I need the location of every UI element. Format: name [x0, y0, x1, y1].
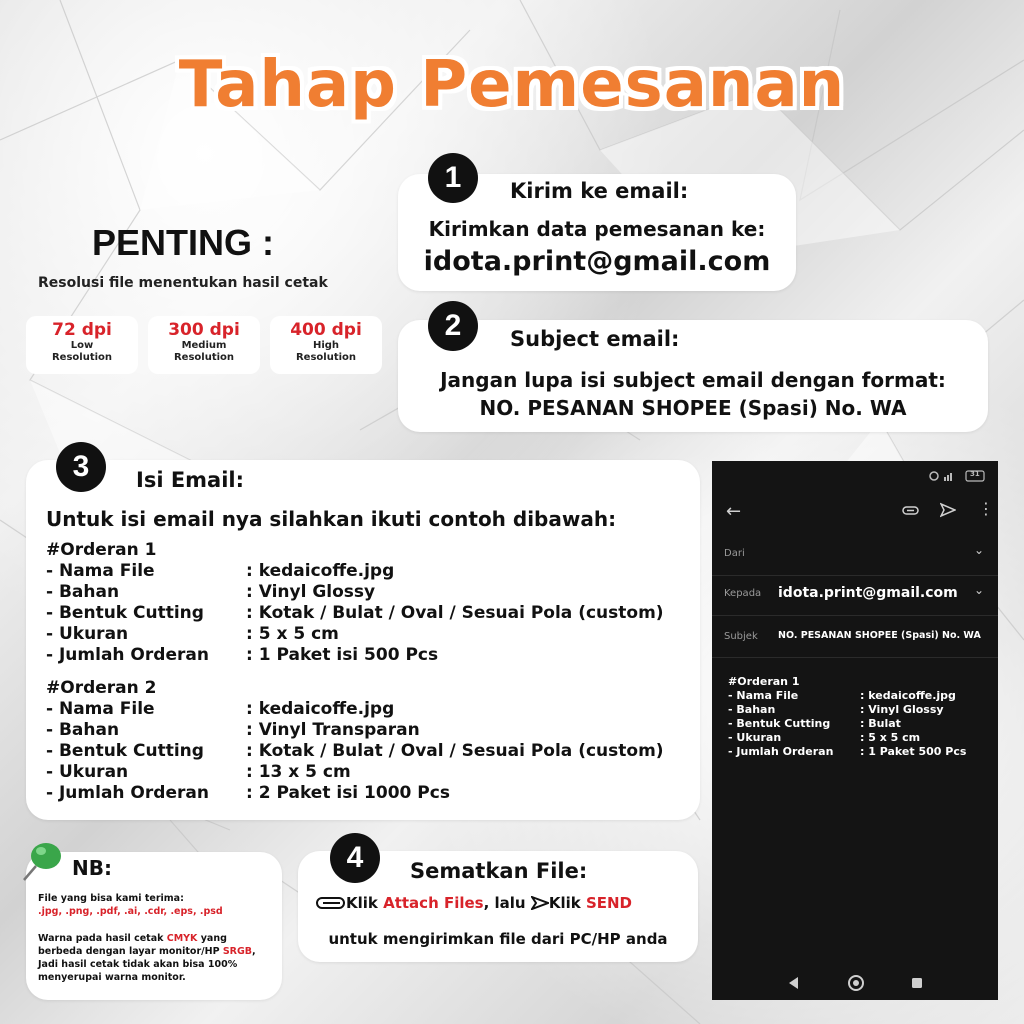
subject-label: Subjek — [724, 631, 758, 642]
divider — [712, 575, 998, 576]
divider — [712, 615, 998, 616]
send-icon — [531, 896, 549, 910]
attach-files-text: Attach Files — [383, 894, 484, 912]
attach-icon[interactable] — [902, 505, 920, 517]
step3-intro: Untuk isi email nya silahkan ikuti contoh dibawah: — [46, 507, 617, 531]
step3-number-badge: 3 — [56, 442, 106, 492]
chevron-down-icon[interactable]: ⌄ — [974, 583, 985, 597]
order-label: #Orderan 2 — [46, 678, 157, 698]
dpi-line2: Resolution — [173, 352, 235, 363]
order-row: - Ukuran : 5 x 5 cm — [46, 624, 339, 644]
dpi-line2: Resolution — [295, 352, 357, 363]
chevron-down-icon[interactable]: ⌄ — [974, 543, 985, 557]
dpi-card-medium — [148, 316, 260, 374]
nav-back-icon — [789, 977, 798, 989]
nb-color-line3: Jadi hasil cetak tidak akan bisa 100% — [38, 959, 238, 970]
order-row: - Jumlah Orderan : 2 Paket isi 1000 Pcs — [46, 783, 450, 803]
to-label: Kepada — [724, 588, 762, 599]
attach-icon — [316, 896, 346, 910]
step1-email: idota.print@gmail.com — [423, 246, 771, 277]
order-row: - Jumlah Orderan : 1 Paket isi 500 Pcs — [46, 645, 439, 665]
nb-color-line1: Warna pada hasil cetak CMYK yang — [38, 933, 227, 944]
dpi-line1: Medium — [181, 340, 227, 351]
phone-email-mockup — [712, 461, 998, 1000]
battery-level: 31 — [970, 470, 980, 478]
step4-number-badge: 4 — [330, 833, 380, 883]
nb-files-list: .jpg, .png, .pdf, .ai, .cdr, .eps, .psd — [38, 906, 223, 917]
order-row: - Bentuk Cutting : Kotak / Bulat / Oval / Sesuai Pola (custom) — [46, 741, 664, 761]
step1-heading: Kirim ke email: — [510, 179, 689, 203]
dpi-value: 400 dpi — [290, 320, 362, 340]
step4-line2: untuk mengirimkan file dari PC/HP anda — [328, 930, 668, 948]
dpi-line1: Low — [70, 340, 94, 351]
step1-number-badge: 1 — [428, 153, 478, 203]
nb-color-line2: berbeda dengan layar monitor/HP SRGB, — [38, 946, 256, 957]
dpi-value: 300 dpi — [168, 320, 240, 340]
email-body-row: - Bahan : Vinyl Glossy — [728, 703, 944, 716]
dpi-line2: Resolution — [51, 352, 113, 363]
email-body-row: - Jumlah Orderan : 1 Paket 500 Pcs — [728, 745, 967, 758]
step2-number-badge: 2 — [428, 301, 478, 351]
dpi-card-high — [270, 316, 382, 374]
nav-recents-icon — [912, 978, 922, 988]
email-body-label[interactable]: #Orderan 1 — [728, 675, 800, 688]
order-row: - Bahan : Vinyl Glossy — [46, 582, 376, 602]
dpi-card-low — [26, 316, 138, 374]
subject-field[interactable]: NO. PESANAN SHOPEE (Spasi) No. WA — [778, 630, 981, 641]
order-row: - Nama File : kedaicoffe.jpg — [46, 561, 395, 581]
send-icon[interactable] — [940, 502, 956, 518]
order-row: - Ukuran : 13 x 5 cm — [46, 762, 351, 782]
green-pushpin-icon — [16, 838, 64, 884]
email-body-row: - Nama File : kedaicoffe.jpg — [728, 689, 956, 702]
email-body-row: - Bentuk Cutting : Bulat — [728, 717, 901, 730]
order-row: - Nama File : kedaicoffe.jpg — [46, 699, 395, 719]
from-label: Dari — [724, 548, 745, 559]
step3-heading: Isi Email: — [136, 468, 245, 492]
step1-line1: Kirimkan data pemesanan ke: — [428, 217, 766, 241]
step2-line2: NO. PESANAN SHOPEE (Spasi) No. WA — [479, 396, 907, 420]
send-text: SEND — [585, 894, 633, 912]
back-arrow-icon[interactable]: ← — [726, 501, 742, 522]
order-row: - Bentuk Cutting : Kotak / Bulat / Oval / Sesuai Pola (custom) — [46, 603, 664, 623]
nb-color-line4: menyerupai warna monitor. — [38, 972, 186, 983]
page-title: Tahap Pemesanan — [178, 48, 846, 122]
step2-line1: Jangan lupa isi subject email dengan format: — [440, 368, 946, 392]
step2-heading: Subject email: — [510, 327, 680, 351]
resolution-note: Resolusi file menentukan hasil cetak — [38, 275, 328, 291]
order-row: - Bahan : Vinyl Transparan — [46, 720, 420, 740]
dpi-line1: High — [312, 340, 340, 351]
email-body-row: - Ukuran : 5 x 5 cm — [728, 731, 921, 744]
step4-heading: Sematkan File: — [410, 859, 588, 883]
divider — [712, 657, 998, 658]
step4-instruction: Klik Attach Files, lalu Klik SEND — [316, 894, 696, 912]
dpi-value: 72 dpi — [52, 320, 112, 340]
nb-files-label: File yang bisa kami terima: — [38, 893, 184, 904]
order-label: #Orderan 1 — [46, 540, 157, 560]
nb-heading: NB: — [72, 856, 112, 880]
to-field[interactable]: idota.print@gmail.com — [778, 585, 958, 601]
penting-heading: PENTING : — [92, 222, 275, 263]
more-vert-icon[interactable]: ⋮ — [978, 499, 994, 518]
android-nav-bar — [786, 973, 926, 993]
